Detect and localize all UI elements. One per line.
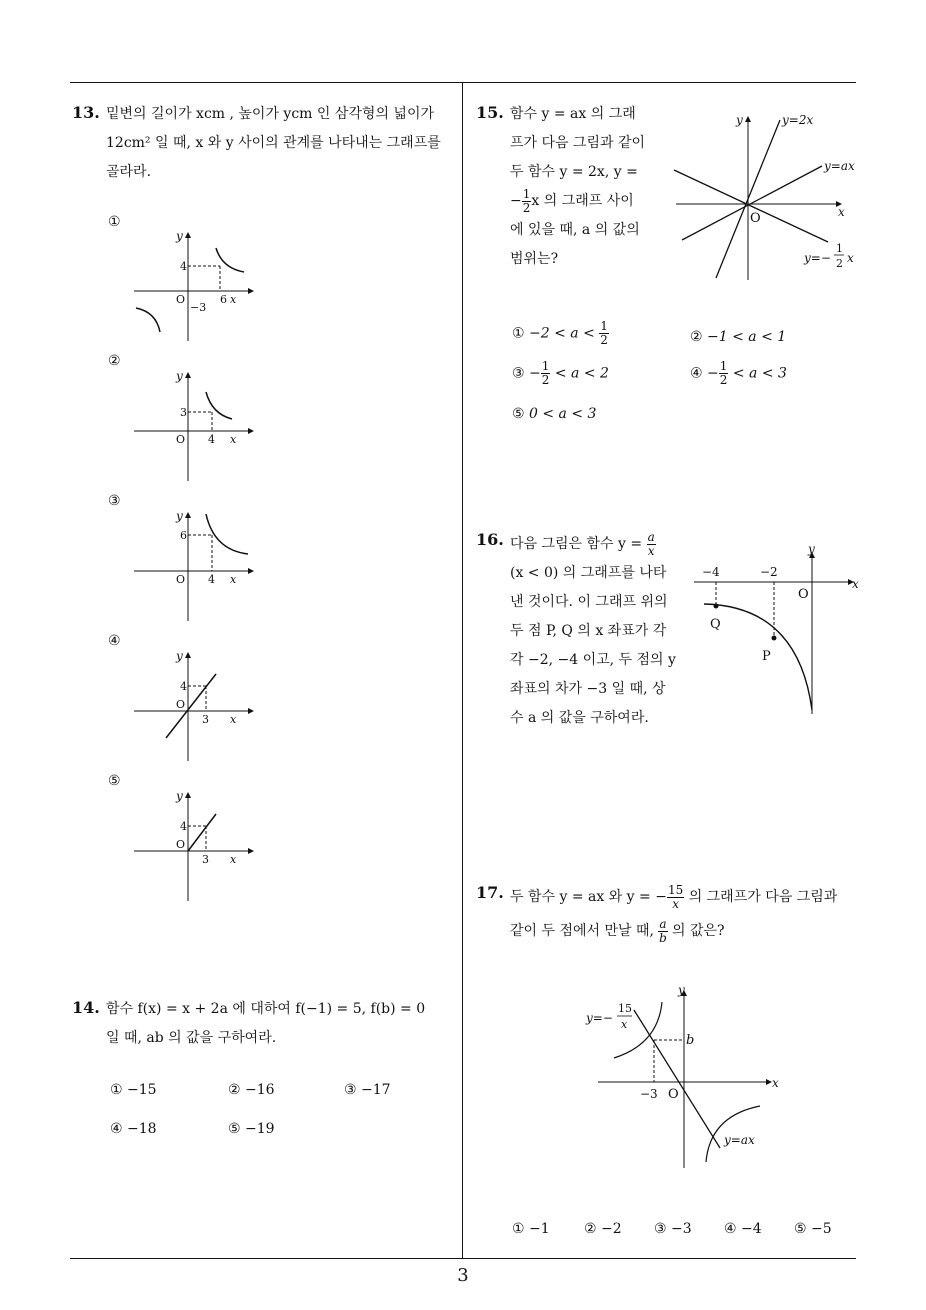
q16-text [510, 530, 680, 733]
q15-opt3-post: < a < 2 [554, 365, 609, 382]
g3-tick-4: 4 [208, 573, 215, 586]
q15-opt4-den: 2 [719, 373, 728, 387]
q15-line1: 함수 y = ax 의 그래 [510, 106, 636, 122]
q15-g-l2: y=ax [824, 159, 855, 173]
page-number: 3 [457, 1265, 469, 1286]
q15-opt3-pre: − [529, 365, 541, 382]
g3-origin: O [176, 573, 186, 586]
g1-tick-m3: −3 [190, 301, 207, 314]
q13-number: 13. [72, 103, 100, 122]
g1-x-label: x [230, 293, 237, 306]
q17-g-l1d: x [621, 1018, 628, 1031]
q15-option-3[interactable] [512, 360, 609, 387]
g4-x-label: x [230, 713, 237, 726]
q16-g-x: x [852, 577, 859, 591]
q15-opt3-den: 2 [541, 373, 550, 387]
q17-text [510, 880, 860, 948]
q17-option-4[interactable]: ④ −4 [724, 1221, 762, 1237]
g2-origin: O [176, 433, 186, 446]
q16-frac-den: x [647, 543, 655, 558]
q15-opt3-num: 1 [541, 359, 550, 373]
q13-text [106, 100, 458, 187]
q15-line2: 프가 다음 그림과 같이 [510, 135, 646, 151]
g5-x-label: x [230, 853, 237, 866]
q16-line1-text: 다음 그림은 함수 y = [510, 536, 643, 552]
q13-graph-4 [130, 648, 260, 763]
g4-origin: O [176, 698, 186, 711]
q15-number: 15. [476, 103, 504, 122]
q13-line3: 골라라. [106, 164, 152, 180]
q15-g-y: y [736, 113, 743, 127]
q15-opt1-pre: −2 < a < [529, 325, 595, 342]
q16-line3: 낸 것이다. 이 그래프 위의 [510, 594, 668, 610]
q15-opt4-pre: − [707, 365, 719, 382]
q17-number: 17. [476, 883, 504, 902]
q16-g-q: Q [710, 617, 721, 632]
q15-opt4-mark: ④ [690, 365, 703, 382]
g4-tick-3: 3 [202, 713, 209, 726]
g5-tick-3: 3 [202, 853, 209, 866]
q17-g-tm3: −3 [640, 1087, 658, 1101]
q17-frac1-den: x [672, 896, 679, 911]
q15-g-l3b: x [847, 251, 854, 265]
q17-g-l1a: y=− [586, 1011, 613, 1025]
g1-tick-6: 6 [220, 293, 227, 306]
q13-line1: 밑변의 길이가 xcm , 높이가 ycm 인 삼각형의 넓이가 [106, 106, 434, 122]
q15-opt4-frac [719, 360, 729, 387]
q17-option-1[interactable]: ① −1 [512, 1221, 550, 1237]
q14-option-1[interactable]: ① −15 [110, 1082, 157, 1098]
q15-option-2[interactable] [690, 329, 786, 345]
q15-opt4-num: 1 [719, 359, 728, 373]
q17-g-o: O [668, 1087, 679, 1102]
g1-origin: O [176, 293, 186, 306]
q16-g-p: P [762, 649, 771, 664]
g2-tick-3: 3 [180, 406, 187, 419]
q16-graph [690, 540, 865, 716]
q14-line1: 함수 f(x) = x + 2a 에 대하여 f(−1) = 5, f(b) = 0 [106, 1001, 426, 1017]
q13-choice-5[interactable]: ⑤ [108, 773, 121, 789]
q16-g-tm2: −2 [760, 565, 778, 579]
q14-option-5[interactable]: ⑤ −19 [228, 1121, 275, 1137]
g5-y-label: y [176, 789, 183, 803]
q17-frac1-num: 15 [667, 882, 684, 897]
q15-line6: 범위는? [510, 251, 559, 267]
q17-fraction-1 [667, 884, 684, 911]
q15-opt2-pre: −1 < a < 1 [707, 329, 787, 345]
q15-opt3-frac [541, 360, 551, 387]
g5-tick-4: 4 [180, 820, 187, 833]
q14-option-2[interactable]: ② −16 [228, 1082, 275, 1098]
q16-line1 [510, 530, 680, 559]
g2-x-label: x [230, 433, 237, 446]
q17-line1b: 의 그래프가 다음 그림과 [688, 889, 838, 905]
q15-g-l3d: 2 [836, 257, 843, 270]
q16-line6: 좌표의 차가 −3 일 때, 상 [510, 681, 666, 697]
q15-text [510, 100, 660, 274]
q15-option-4[interactable] [690, 360, 787, 387]
q16-line5: 각 −2, −4 이고, 두 점의 y [510, 652, 676, 668]
g3-x-label: x [230, 573, 237, 586]
q15-line5: 에 있을 때, a 의 값의 [510, 222, 640, 238]
q15-frac-den: 2 [522, 200, 531, 215]
q17-line2b: 의 값은? [672, 923, 725, 939]
q16-line4: 두 점 P, Q 의 x 좌표가 각 [510, 623, 667, 639]
q15-opt1-mark: ① [512, 325, 525, 342]
g4-y-label: y [176, 649, 183, 663]
q15-option-1[interactable] [512, 320, 609, 347]
column-divider [462, 82, 463, 1258]
q17-option-3[interactable]: ③ −3 [654, 1221, 692, 1237]
q15-g-l3a: y=− [804, 251, 831, 265]
g3-tick-6: 6 [180, 529, 187, 542]
g4-tick-4: 4 [180, 680, 187, 693]
q15-frac-num: 1 [522, 186, 531, 201]
q16-g-y: y [808, 542, 815, 556]
q13-choice-1[interactable]: ① [108, 214, 121, 230]
q17-line1a: 두 함수 y = ax 와 y = − [510, 889, 667, 905]
q15-opt1-num: 1 [600, 319, 608, 333]
q13-graph-5 [130, 788, 260, 903]
q16-line2: (x < 0) 의 그래프를 나타 [510, 565, 667, 581]
g3-y-label: y [176, 509, 183, 523]
q17-frac2-den: b [659, 930, 667, 945]
q14-text [106, 995, 458, 1053]
q15-g-l3n: 1 [836, 242, 843, 255]
q15-fraction [522, 188, 532, 215]
q15-line4-text: x 의 그래프 사이 [531, 193, 634, 209]
q17-graph [584, 982, 794, 1172]
q13-choice-4[interactable]: ④ [108, 633, 121, 649]
q14-number: 14. [72, 998, 100, 1017]
q13-choice-3[interactable]: ③ [108, 493, 121, 509]
q17-g-y: y [678, 983, 685, 997]
q13-choice-2[interactable]: ② [108, 353, 121, 369]
q13-line2: 12cm² 일 때, x 와 y 사이의 관계를 나타내는 그래프를 [106, 135, 441, 151]
q17-option-2[interactable]: ② −2 [584, 1221, 622, 1237]
q14-line2: 일 때, ab 의 값을 구하여라. [106, 1030, 277, 1046]
q17-g-x: x [772, 1076, 779, 1090]
q13-graph-1 [130, 228, 260, 343]
q16-fraction [647, 531, 656, 558]
top-rule [70, 82, 856, 83]
q17-frac2-num: a [659, 916, 667, 931]
q16-number: 16. [476, 530, 504, 549]
q16-g-o: O [798, 587, 809, 602]
q15-opt1-frac [599, 320, 609, 347]
q16-g-tm4: −4 [702, 565, 720, 579]
q15-option-5[interactable] [512, 406, 596, 422]
q15-graph [672, 108, 862, 282]
q15-opt2-mark: ② [690, 329, 703, 345]
q17-g-l1n: 15 [618, 1002, 632, 1015]
g2-y-label: y [176, 369, 183, 383]
q15-g-o: O [750, 211, 761, 226]
q15-opt3-mark: ③ [512, 365, 525, 382]
q15-opt5-pre: 0 < a < 3 [529, 406, 597, 422]
q15-line4 [510, 187, 660, 216]
g1-y-label: y [176, 229, 183, 243]
q14-option-3[interactable]: ③ −17 [344, 1082, 391, 1098]
g1-tick-4: 4 [180, 260, 187, 273]
q15-opt4-post: < a < 3 [732, 365, 787, 382]
q17-line2 [510, 914, 860, 948]
q17-fraction-2 [658, 918, 667, 945]
bottom-rule [70, 1258, 856, 1259]
q15-line3: 두 함수 y = 2x, y = [510, 164, 638, 180]
q15-g-l1: y=2x [782, 113, 814, 127]
q17-line2a: 같이 두 점에서 만날 때, [510, 923, 654, 939]
q15-g-x: x [838, 205, 845, 219]
q15-opt1-den: 2 [600, 333, 608, 347]
q14-option-4[interactable]: ④ −18 [110, 1121, 157, 1137]
q16-frac-num: a [647, 529, 655, 544]
q13-graph-2 [130, 368, 260, 483]
q13-graph-3 [130, 508, 260, 623]
q17-g-l2: y=ax [724, 1133, 755, 1147]
q15-opt5-mark: ⑤ [512, 406, 525, 422]
q15-neg: − [510, 193, 522, 209]
g2-tick-4: 4 [208, 433, 215, 446]
q17-line1 [510, 880, 860, 914]
q16-line7: 수 a 의 값을 구하여라. [510, 710, 649, 726]
q17-option-5[interactable]: ⑤ −5 [794, 1221, 832, 1237]
g5-origin: O [176, 838, 186, 851]
q17-g-b: b [686, 1033, 695, 1048]
